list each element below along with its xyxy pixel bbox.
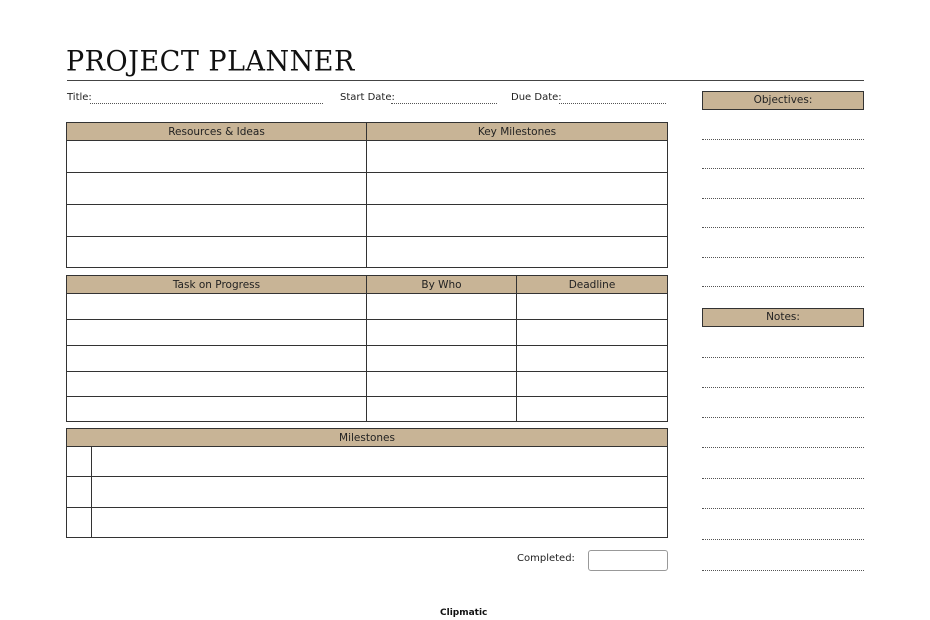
note-line[interactable]: [702, 357, 864, 358]
start-date-label: Start Date:: [340, 92, 395, 103]
objective-line[interactable]: [702, 227, 864, 228]
resource-cell[interactable]: [67, 205, 367, 237]
by-who-header: By Who: [367, 276, 517, 294]
objective-line[interactable]: [702, 198, 864, 199]
by-who-cell[interactable]: [367, 320, 517, 346]
completed-label: Completed:: [517, 553, 575, 564]
key-milestones-header: Key Milestones: [367, 123, 668, 141]
note-line[interactable]: [702, 508, 864, 509]
task-header: Task on Progress: [67, 276, 367, 294]
page-title: PROJECT PLANNER: [66, 45, 355, 78]
deadline-cell[interactable]: [517, 346, 668, 372]
resources-header: Resources & Ideas: [67, 123, 367, 141]
start-date-field[interactable]: [391, 103, 497, 104]
note-line[interactable]: [702, 570, 864, 571]
task-cell[interactable]: [67, 372, 367, 397]
deadline-cell[interactable]: [517, 294, 668, 320]
objectives-header: Objectives:: [702, 91, 864, 110]
milestone-check-cell[interactable]: [67, 508, 92, 538]
key-milestone-cell[interactable]: [367, 237, 668, 268]
milestones-header: Milestones: [67, 429, 668, 447]
notes-header: Notes:: [702, 308, 864, 327]
title-label: Title:: [67, 92, 92, 103]
brand-logo: Clipmatic: [440, 608, 488, 618]
note-line[interactable]: [702, 417, 864, 418]
milestones-table: [66, 428, 668, 538]
tasks-table: [66, 275, 668, 422]
by-who-cell[interactable]: [367, 294, 517, 320]
due-date-field[interactable]: [559, 103, 666, 104]
deadline-cell[interactable]: [517, 320, 668, 346]
key-milestone-cell[interactable]: [367, 173, 668, 205]
note-line[interactable]: [702, 387, 864, 388]
title-divider: [67, 80, 864, 81]
objective-line[interactable]: [702, 286, 864, 287]
by-who-cell[interactable]: [367, 346, 517, 372]
resource-cell[interactable]: [67, 173, 367, 205]
note-line[interactable]: [702, 539, 864, 540]
by-who-cell[interactable]: [367, 372, 517, 397]
by-who-cell[interactable]: [367, 397, 517, 422]
objective-line[interactable]: [702, 139, 864, 140]
objective-line[interactable]: [702, 257, 864, 258]
task-cell[interactable]: [67, 397, 367, 422]
completed-field[interactable]: [588, 550, 668, 571]
note-line[interactable]: [702, 478, 864, 479]
resource-cell[interactable]: [67, 141, 367, 173]
task-cell[interactable]: [67, 346, 367, 372]
task-cell[interactable]: [67, 320, 367, 346]
resources-milestones-table: [66, 122, 668, 268]
title-field[interactable]: [90, 103, 323, 104]
deadline-header: Deadline: [517, 276, 668, 294]
key-milestone-cell[interactable]: [367, 141, 668, 173]
milestone-cell[interactable]: [92, 447, 668, 477]
key-milestone-cell[interactable]: [367, 205, 668, 237]
note-line[interactable]: [702, 447, 864, 448]
milestone-check-cell[interactable]: [67, 447, 92, 477]
deadline-cell[interactable]: [517, 372, 668, 397]
milestone-cell[interactable]: [92, 508, 668, 538]
resource-cell[interactable]: [67, 237, 367, 268]
milestone-check-cell[interactable]: [67, 477, 92, 508]
objective-line[interactable]: [702, 168, 864, 169]
deadline-cell[interactable]: [517, 397, 668, 422]
milestone-cell[interactable]: [92, 477, 668, 508]
task-cell[interactable]: [67, 294, 367, 320]
due-date-label: Due Date:: [511, 92, 562, 103]
